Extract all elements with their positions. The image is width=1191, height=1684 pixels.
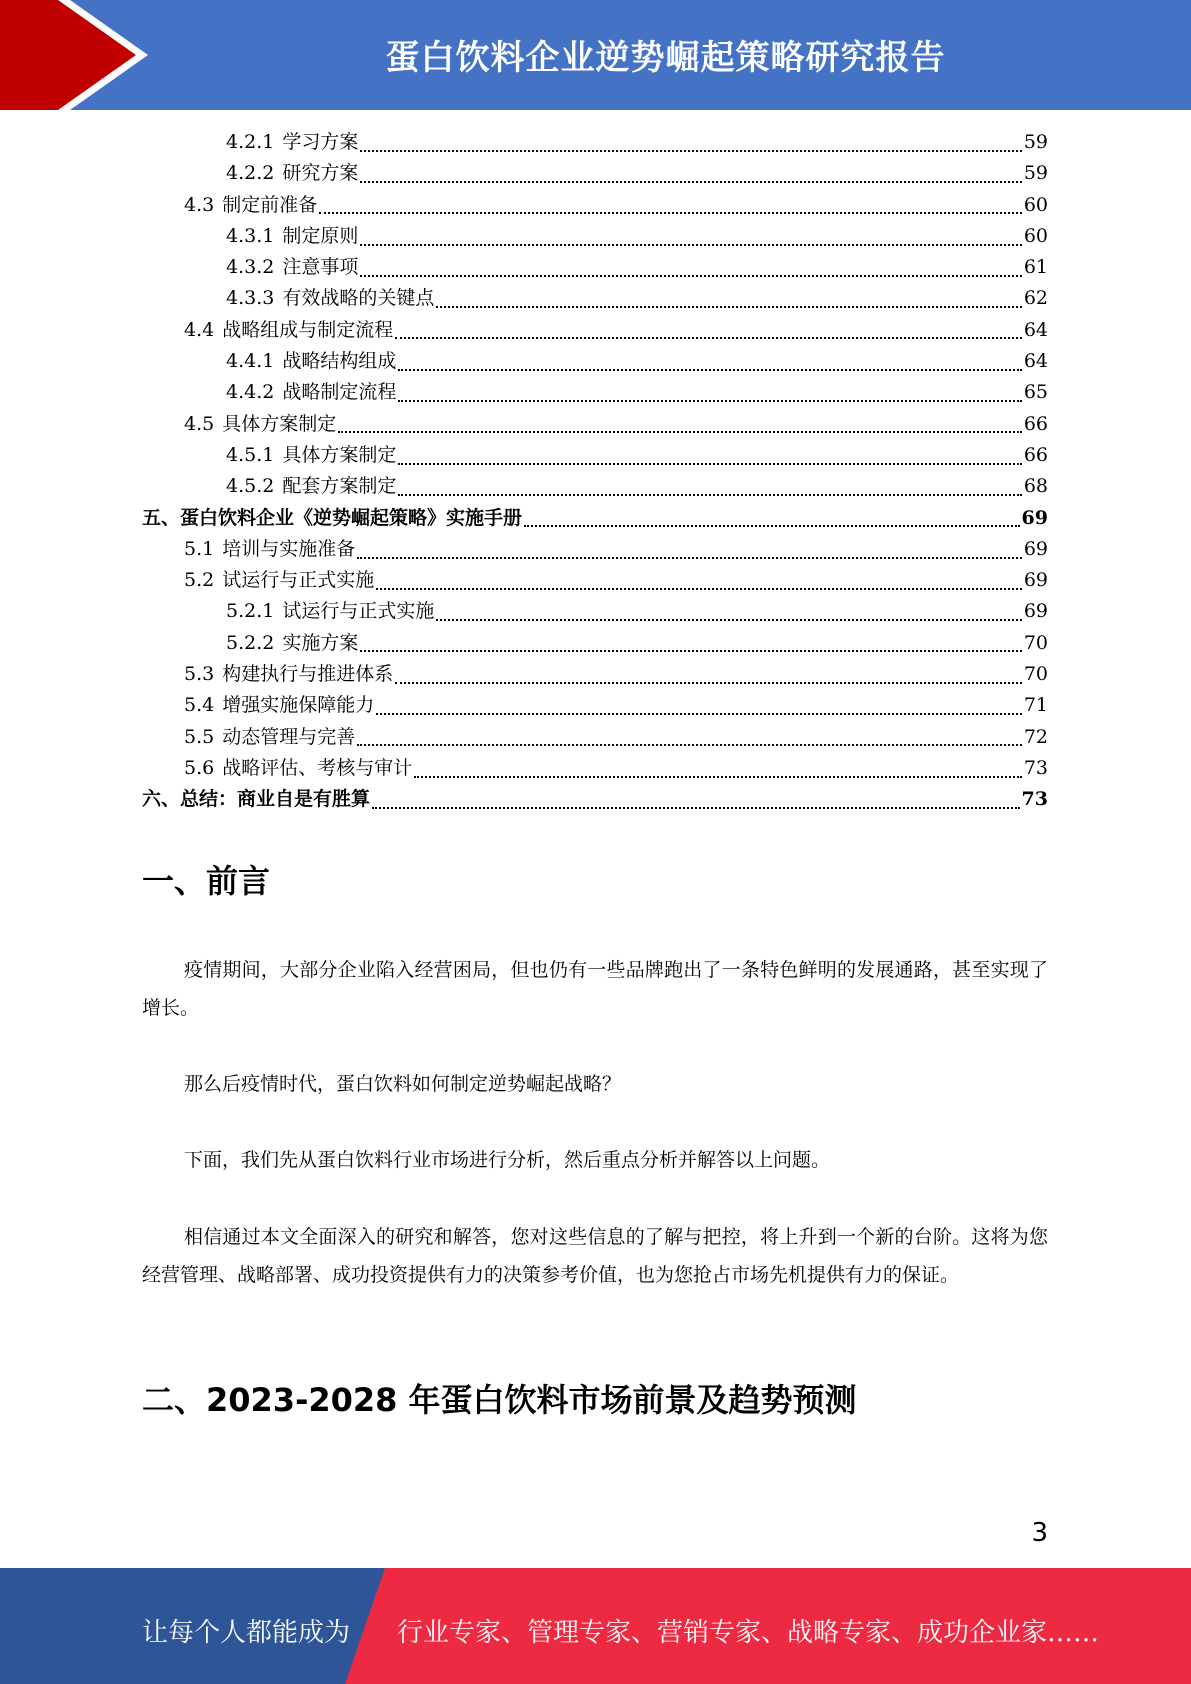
toc-entry-number: 5.4 — [184, 694, 215, 717]
toc-dot-leader — [524, 525, 1020, 527]
toc-entry[interactable] — [142, 753, 1048, 784]
toc-entry-title: 战略制定流程 — [282, 381, 397, 404]
toc-entry[interactable] — [142, 377, 1048, 408]
toc-entry[interactable] — [142, 315, 1048, 346]
toc-dot-leader — [357, 744, 1022, 746]
section-heading-preface: 一、前言 — [142, 862, 271, 900]
page-number: 3 — [1031, 1518, 1048, 1548]
toc-entry-page: 60 — [1023, 224, 1048, 247]
toc-dot-leader — [398, 463, 1021, 465]
toc-entry-title: 动态管理与完善 — [222, 725, 356, 748]
toc-dot-leader — [414, 776, 1022, 778]
toc-entry-title: 制定原则 — [282, 224, 359, 247]
toc-entry-page: 72 — [1023, 725, 1048, 748]
toc-entry-title: 战略评估、考核与审计 — [222, 756, 413, 779]
paragraph: 那么后疫情时代，蛋白饮料如何制定逆势崛起战略？ — [184, 1073, 622, 1095]
toc-dot-leader — [338, 431, 1022, 433]
page-footer — [0, 1568, 1191, 1684]
paragraph: 疫情期间，大部分企业陷入经营困局，但也仍有一些品牌跑出了一条特色鲜明的发展通路，甚至实现了增长。 — [142, 959, 1048, 1019]
toc-entry-title: 战略组成与制定流程 — [222, 318, 394, 341]
toc-entry-page: 69 — [1023, 569, 1048, 592]
toc-dot-leader — [360, 150, 1021, 152]
toc-entry-title: 试运行与正式实施 — [222, 569, 375, 592]
paragraph: 相信通过本文全面深入的研究和解答，您对这些信息的了解与把控，将上升到一个新的台阶。这将为您经营管理、战略部署、成功投资提供有力的决策参考价值，也为您抢占市场先机提供有力的保证。 — [142, 1226, 1048, 1286]
toc-dot-leader — [398, 400, 1021, 402]
toc-entry-title: 具体方案制定 — [282, 443, 397, 466]
toc-entry-title: 构建执行与推进体系 — [222, 663, 394, 686]
toc-entry-page: 64 — [1023, 350, 1048, 373]
toc-entry-page: 68 — [1023, 475, 1048, 498]
toc-entry-title: 学习方案 — [282, 131, 359, 153]
toc-entry-number: 4.5 — [184, 412, 215, 435]
toc-entry-page: 65 — [1023, 381, 1048, 404]
toc-entry-number: 5.2 — [184, 569, 215, 592]
toc-dot-leader — [376, 588, 1022, 590]
toc-entry-number: 4.5.1 — [226, 443, 275, 466]
toc-entry[interactable] — [142, 659, 1048, 690]
toc-entry[interactable] — [142, 127, 1048, 158]
toc-dot-leader — [360, 650, 1021, 652]
toc-entry-number: 4.2.1 — [226, 131, 275, 153]
toc-dot-leader — [395, 337, 1022, 339]
toc-dot-leader — [372, 807, 1020, 809]
toc-entry[interactable] — [142, 690, 1048, 721]
toc-entry-number: 5.1 — [184, 537, 215, 560]
toc-dot-leader — [360, 181, 1021, 183]
section-heading-market-forecast: 二、2023-2028 年蛋白饮料市场前景及趋势预测 — [142, 1381, 857, 1419]
toc-entry[interactable] — [142, 784, 1048, 815]
toc-entry-number: 5.2.2 — [226, 631, 275, 654]
toc-entry-page: 69 — [1021, 506, 1048, 529]
toc-entry-number: 4.3.1 — [226, 224, 275, 247]
toc-dot-leader — [360, 275, 1021, 277]
toc-entry-title: 注意事项 — [282, 256, 359, 279]
toc-entry[interactable] — [142, 252, 1048, 283]
page-header — [0, 0, 1191, 110]
toc-entry[interactable] — [142, 283, 1048, 314]
toc-entry-page: 64 — [1023, 318, 1048, 341]
toc-entry-title: 制定前准备 — [222, 193, 318, 216]
toc-entry-number: 4.2.2 — [226, 162, 275, 185]
toc-entry-title: 培训与实施准备 — [222, 537, 356, 560]
toc-entry-title: 研究方案 — [282, 162, 359, 185]
toc-entry-page: 73 — [1023, 756, 1048, 779]
toc-entry[interactable] — [142, 722, 1048, 753]
toc-entry[interactable] — [142, 628, 1048, 659]
toc-entry-number: 4.5.2 — [226, 475, 275, 498]
toc-dot-leader — [360, 244, 1021, 246]
toc-entry-title: 配套方案制定 — [282, 475, 397, 498]
toc-entry[interactable] — [142, 409, 1048, 440]
toc-entry-title: 总结：商业自是有胜算 — [180, 788, 371, 811]
toc-entry[interactable] — [142, 158, 1048, 189]
toc-dot-leader — [357, 557, 1022, 559]
toc-entry-page: 70 — [1023, 663, 1048, 686]
toc-dot-leader — [398, 494, 1021, 496]
toc-entry-number: 六、 — [142, 788, 181, 811]
toc-entry[interactable] — [142, 596, 1048, 627]
toc-entry-page: 66 — [1023, 412, 1048, 435]
toc-entry-title: 增强实施保障能力 — [222, 694, 375, 717]
toc-entry-title: 战略结构组成 — [282, 350, 397, 373]
toc-entry-number: 4.4.1 — [226, 350, 275, 373]
toc-entry-title: 试运行与正式实施 — [282, 600, 435, 623]
toc-entry-title: 具体方案制定 — [222, 412, 337, 435]
toc-entry-page: 69 — [1023, 537, 1048, 560]
toc-entry-page: 71 — [1023, 694, 1048, 717]
toc-entry-number: 5.5 — [184, 725, 215, 748]
toc-dot-leader — [395, 682, 1022, 684]
toc-entry[interactable] — [142, 534, 1048, 565]
report-title: 蛋白饮料企业逆势崛起策略研究报告 — [385, 38, 946, 78]
toc-entry[interactable] — [142, 503, 1048, 534]
toc-entry[interactable] — [142, 440, 1048, 471]
toc-dot-leader — [398, 369, 1021, 371]
toc-entry-number: 5.2.1 — [226, 600, 275, 623]
footer-slogan-right: 行业专家、管理专家、营销专家、战略专家、成功企业家…… — [397, 1618, 1100, 1648]
toc-entry-page: 59 — [1023, 162, 1048, 185]
toc-entry[interactable] — [142, 471, 1048, 502]
toc-dot-leader — [436, 306, 1021, 308]
toc-entry[interactable] — [142, 346, 1048, 377]
toc-entry-number: 4.3.3 — [226, 287, 275, 310]
toc-entry-number: 4.4.2 — [226, 381, 275, 404]
footer-slogan-left: 让每个人都能成为 — [142, 1618, 351, 1648]
toc-entry-title: 有效战略的关键点 — [282, 287, 435, 310]
paragraph: 下面，我们先从蛋白饮料行业市场进行分析，然后重点分析并解答以上问题。 — [184, 1149, 831, 1171]
toc-entry-title: 实施方案 — [282, 631, 359, 654]
toc-entry-number: 五、 — [142, 506, 181, 529]
toc-entry-number: 5.6 — [184, 756, 215, 779]
toc-entry-page: 66 — [1023, 443, 1048, 466]
toc-entry-title: 蛋白饮料企业《逆势崛起策略》实施手册 — [180, 506, 523, 529]
toc-entry-page: 69 — [1023, 600, 1048, 623]
toc-entry-page: 59 — [1023, 131, 1048, 153]
toc-entry-page: 61 — [1023, 256, 1048, 279]
toc-entry[interactable] — [142, 190, 1048, 221]
toc-entry[interactable] — [142, 221, 1048, 252]
toc-entry-page: 70 — [1023, 631, 1048, 654]
toc-entry-page: 73 — [1021, 788, 1048, 811]
toc-entry-number: 4.3.2 — [226, 256, 275, 279]
toc-entry-page: 62 — [1023, 287, 1048, 310]
toc-entry-number: 5.3 — [184, 663, 215, 686]
toc-dot-leader — [376, 713, 1022, 715]
toc-entry-number: 4.4 — [184, 318, 215, 341]
toc-entry[interactable] — [142, 565, 1048, 596]
toc-entry-page: 60 — [1023, 193, 1048, 216]
toc-dot-leader — [436, 619, 1021, 621]
toc-entry-number: 4.3 — [184, 193, 215, 216]
table-of-contents — [142, 127, 1048, 816]
toc-dot-leader — [319, 212, 1022, 214]
